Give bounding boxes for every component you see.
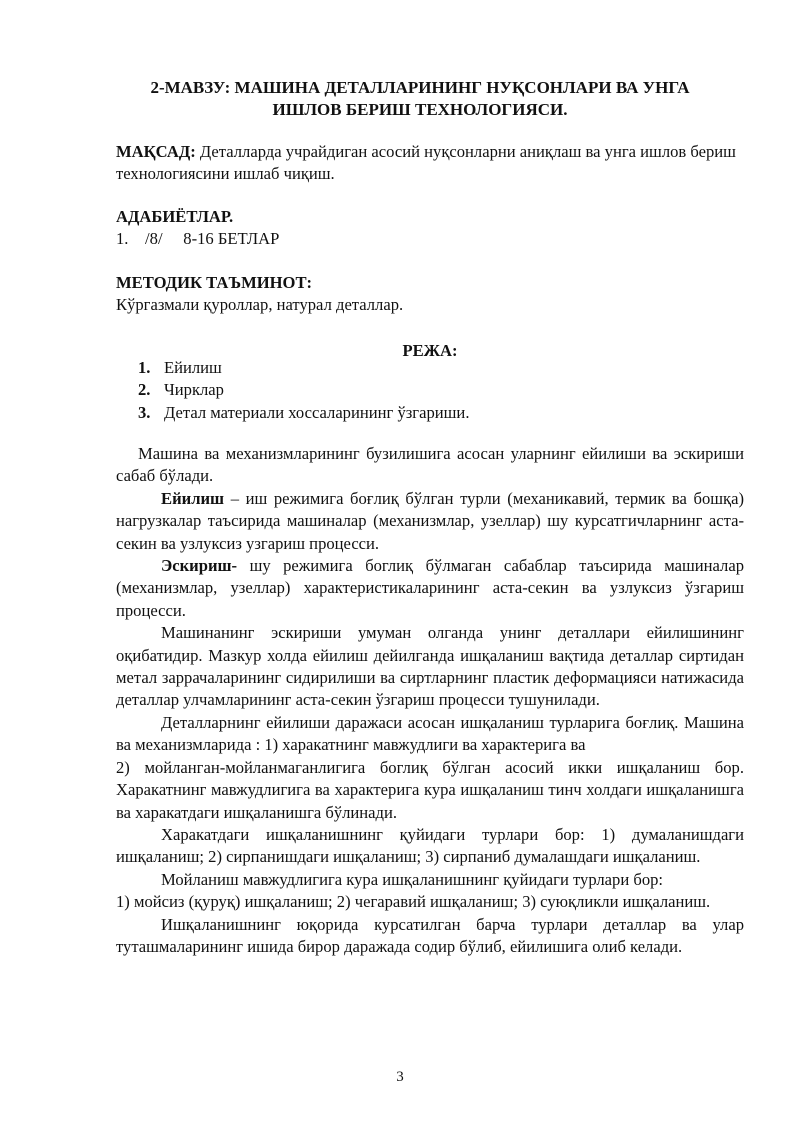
list-item-text: Детал материали хоссаларининг ўзгариши. bbox=[164, 402, 470, 422]
page-title bbox=[100, 77, 740, 121]
paragraph-motion-friction: Харакатдаги ишқаланишнинг қуйидаги турлари бор: 1) думаланишдаги ишқаланиш; 2) сирпанишдаги ишқаланиш; 3) сирпаниб думалашдаги ишқаланиш. bbox=[116, 824, 744, 867]
wear-definition-text: – иш режимига боғлиқ бўлган турли (механикавий, термик ва бошқа) нагрузкалар таъсирида машиналар (механизмлар, узеллар) шу курсатгичларнинг аста-секин ва узлуксиз узгариш процесси. bbox=[116, 488, 744, 553]
paragraph-wear-definition bbox=[116, 488, 744, 555]
paragraph-intro: Машина ва механизмларининг бузилишига асосан уларнинг ейилиши ва эскириши сабаб бўлади. bbox=[116, 444, 744, 486]
body-text bbox=[116, 443, 744, 958]
paragraph-aging-definition bbox=[116, 555, 744, 622]
list-item-text: Чирклар bbox=[164, 380, 224, 400]
term-wear: Ейилиш bbox=[161, 488, 225, 508]
goal-section bbox=[116, 141, 744, 186]
plan-list bbox=[138, 357, 469, 424]
aging-definition-text: шу режимига боглиқ бўлмаган сабаблар таъсирида машиналар (механизмлар, узеллар) характеристикаларининг аста-секин ва узлуксиз ўзгариш процесси. bbox=[116, 556, 744, 620]
goal-label: МАҚСАД: bbox=[116, 142, 196, 161]
methodical-heading: МЕТОДИК ТАЪМИНОТ: bbox=[116, 273, 313, 292]
title-line-2: ИШЛОВ БЕРИШ ТЕХНОЛОГИЯСИ. bbox=[272, 100, 568, 119]
methodical-section bbox=[116, 272, 744, 317]
paragraph-conclusion: Ишқаланишнинг юқорида курсатилган барча турлари деталлар ва улар туташмаларининг ишида бирор даражада содир бўлиб, ейилишига олиб келади. bbox=[116, 914, 744, 956]
paragraph-aging-consequence: Машинанинг эскириши умуман олганда унинг деталлари ейилишининг оқибатидир. Мазкур холда ейилиш дейилганда ишқаланиш вақтида деталлар сиртидан метал заррачаларининг сидирилиши ва сиртларнинг пластик деформацияси натижасида деталлар улчамларининг аста-секин ўзгариш процесси тушунилади. bbox=[116, 623, 744, 710]
list-item-number: 2. bbox=[138, 380, 151, 400]
list-item bbox=[138, 402, 469, 424]
methodical-text: Кўргазмали қуроллар, натурал деталлар. bbox=[116, 295, 404, 315]
literature-item: 1. /8/ 8-16 БЕТЛАР bbox=[116, 229, 280, 249]
paragraph-lubrication-b: 1) мойсиз (қуруқ) ишқаланиш; 2) чегаравий ишқаланиш; 3) суюқликли ишқаланиш. bbox=[116, 892, 711, 912]
list-item-number: 3. bbox=[138, 402, 151, 422]
paragraph-lubrication-a: Мойланиш мавжудлигига кура ишқаланишнинг қуйидаги турлари бор: bbox=[161, 869, 664, 889]
literature-section bbox=[116, 206, 744, 251]
list-item bbox=[138, 379, 469, 401]
title-line-1: 2-МАВЗУ: МАШИНА ДЕТАЛЛАРИНИНГ НУҚСОНЛАРИ ВА УНГА bbox=[150, 78, 690, 97]
paragraph-friction-types-b: 2) мойланган-мойланмаганлигига боглиқ бўлган асосий икки ишқаланиш бор. Харакатнинг мавжудлигига ва характерига кура ишқаланиш тинч холдаги ишқаланишга ва харакатдаги ишқаланишга бўлинади. bbox=[116, 757, 744, 822]
literature-heading: АДАБИЁТЛАР. bbox=[116, 207, 234, 226]
paragraph-friction-types-a: Деталларнинг ейилиши даражаси асосан ишқаланиш турларига боғлиқ. Машина ва механизмларида : 1) харакатнинг мавжудлиги ва характерига ва bbox=[116, 712, 744, 755]
goal-text: Деталларда учрайдиган асосий нуқсонларни аниқлаш ва унга ишлов бериш технологиясини ишлаб чиқиш. bbox=[116, 142, 736, 184]
list-item bbox=[138, 357, 469, 379]
term-aging: Эскириш- bbox=[161, 556, 238, 576]
list-item-number: 1. bbox=[138, 358, 151, 377]
list-item-text: Ейилиш bbox=[164, 358, 222, 377]
plan-heading: РЕЖА: bbox=[402, 341, 458, 360]
page-number: 3 bbox=[396, 1069, 404, 1085]
